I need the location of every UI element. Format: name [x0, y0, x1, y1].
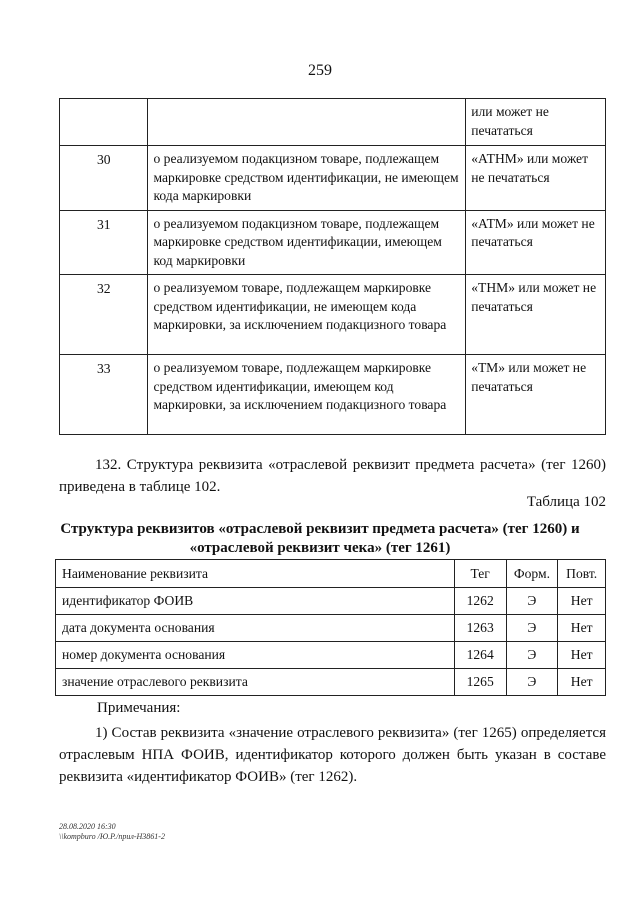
cell-name: дата документа основания — [56, 615, 455, 642]
table-row — [56, 588, 606, 615]
row-print-value: или может не печататься — [466, 99, 606, 146]
table-row — [56, 669, 606, 696]
row-number: 32 — [60, 275, 148, 355]
cell-form: Э — [506, 669, 558, 696]
row-number: 30 — [60, 146, 148, 211]
table-row — [60, 210, 606, 275]
cell-name: идентификатор ФОИВ — [56, 588, 455, 615]
table-title-line-2: «отраслевой реквизит чека» (тег 1261) — [189, 540, 451, 556]
footer-file-path: \\kompburo /Ю.Р./прил-Н3861-2 — [59, 832, 165, 841]
table-row — [56, 642, 606, 669]
cell-form: Э — [506, 615, 558, 642]
table-title — [40, 520, 600, 558]
header-name: Наименование реквизита — [56, 560, 455, 588]
cell-name: номер документа основания — [56, 642, 455, 669]
cell-form: Э — [506, 642, 558, 669]
header-tag: Тег — [454, 560, 506, 588]
table-header-row — [56, 560, 606, 588]
table-row — [60, 355, 606, 435]
row-description: о реализуемом товаре, подлежащем маркировке средством идентификации, имеющем код маркировки, за исключением подакцизного товара — [148, 355, 466, 435]
cell-tag: 1264 — [454, 642, 506, 669]
row-description: о реализуемом подакцизном товаре, подлежащем маркировке средством идентификации, имеющем код маркировки — [148, 210, 466, 275]
cell-tag: 1263 — [454, 615, 506, 642]
cell-repeat: Нет — [558, 642, 606, 669]
page-number: 259 — [308, 62, 332, 79]
table-row — [60, 275, 606, 355]
cell-tag: 1262 — [454, 588, 506, 615]
note-1-text: 1) Состав реквизита «значение отраслевого реквизита» (тег 1265) определяется отраслевым НПА ФОИВ, идентификатор которого должен быть указан в составе реквизита «идентификатор ФОИВ» (тег 1262). — [59, 725, 606, 785]
paragraph-132 — [59, 454, 606, 498]
row-description — [148, 99, 466, 146]
table-102 — [55, 559, 606, 696]
table-row — [60, 146, 606, 211]
cell-repeat: Нет — [558, 669, 606, 696]
row-number: 33 — [60, 355, 148, 435]
table-caption: Таблица 102 — [526, 494, 606, 510]
footer-stamp — [59, 822, 165, 842]
header-form: Форм. — [506, 560, 558, 588]
cell-repeat: Нет — [558, 615, 606, 642]
row-number — [60, 99, 148, 146]
header-repeat: Повт. — [558, 560, 606, 588]
cell-name: значение отраслевого реквизита — [56, 669, 455, 696]
footer-timestamp: 28.08.2020 16:30 — [59, 822, 116, 831]
row-print-value: «АТМ» или может не печататься — [466, 210, 606, 275]
row-description: о реализуемом товаре, подлежащем маркировке средством идентификации, не имеющем кода маркировки, за исключением подакцизного товара — [148, 275, 466, 355]
note-1 — [59, 722, 606, 788]
cell-form: Э — [506, 588, 558, 615]
paragraph-132-text: 132. Структура реквизита «отраслевой реквизит предмета расчета» (тег 1260) приведена в таблице 102. — [59, 457, 606, 495]
row-number: 31 — [60, 210, 148, 275]
cell-tag: 1265 — [454, 669, 506, 696]
table-row — [60, 99, 606, 146]
row-print-value: «ТМ» или может не печататься — [466, 355, 606, 435]
notes-heading: Примечания: — [97, 700, 181, 716]
row-print-value: «АТНМ» или может не печататься — [466, 146, 606, 211]
row-print-value: «ТНМ» или может не печататься — [466, 275, 606, 355]
continuation-table — [59, 98, 606, 435]
table-row — [56, 615, 606, 642]
cell-repeat: Нет — [558, 588, 606, 615]
table-title-line-1: Структура реквизитов «отраслевой реквизит предмета расчета» (тег 1260) и — [60, 521, 580, 537]
row-description: о реализуемом подакцизном товаре, подлежащем маркировке средством идентификации, не имеющем кода маркировки — [148, 146, 466, 211]
